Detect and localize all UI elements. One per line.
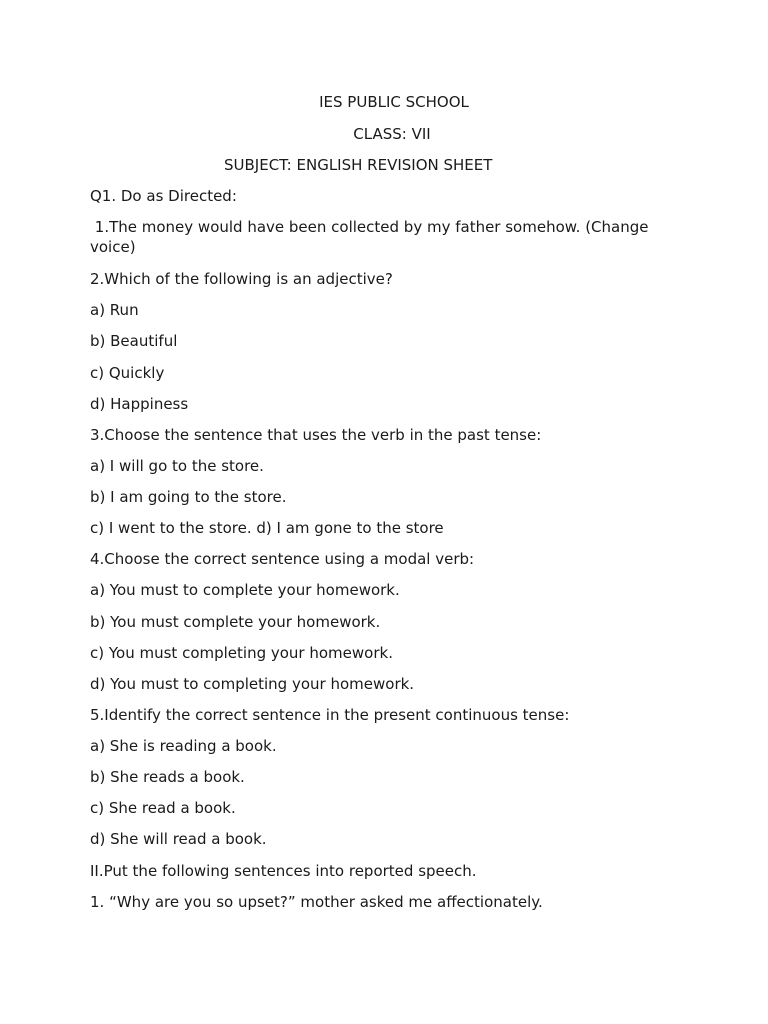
q1-item-4-option-c: c) You must completing your homework. (90, 644, 393, 662)
q1-item-3-question: 3.Choose the sentence that uses the verb in the past tense: (90, 426, 542, 444)
q1-item-2-option-a: a) Run (90, 301, 139, 319)
q1-item-4-option-a: a) You must to complete your homework. (90, 581, 400, 599)
q1-item-5-option-c: c) She read a book. (90, 799, 236, 817)
q1-heading: Q1. Do as Directed: (90, 187, 237, 205)
q1-item-3-option-cd: c) I went to the store. d) I am gone to the store (90, 519, 444, 537)
q1-item-5-option-d: d) She will read a book. (90, 830, 267, 848)
subject-title: SUBJECT: ENGLISH REVISION SHEET (224, 156, 493, 174)
q1-item-2-option-d: d) Happiness (90, 395, 189, 413)
q1-item-5-question: 5.Identify the correct sentence in the present continuous tense: (90, 706, 570, 724)
q2-heading: II.Put the following sentences into reported speech. (90, 862, 477, 880)
q1-item-4-question: 4.Choose the correct sentence using a modal verb: (90, 550, 475, 568)
school-name: IES PUBLIC SCHOOL (319, 93, 469, 111)
q1-item-4-option-d: d) You must to completing your homework. (90, 675, 415, 693)
q1-item-2-option-b: b) Beautiful (90, 332, 178, 350)
class-label: CLASS: VII (353, 125, 431, 143)
q1-item-3-option-a: a) I will go to the store. (90, 457, 264, 475)
q1-item-5-option-b: b) She reads a book. (90, 768, 245, 786)
q1-item-2-option-c: c) Quickly (90, 364, 165, 382)
q1-item-1: 1.The money would have been collected by my father somehow. (Change voice) (90, 218, 654, 256)
q1-item-3-option-b: b) I am going to the store. (90, 488, 287, 506)
q1-item-4-option-b: b) You must complete your homework. (90, 613, 381, 631)
q1-item-2-question: 2.Which of the following is an adjective? (90, 270, 393, 288)
q2-item-1: 1. “Why are you so upset?” mother asked me affectionately. (90, 893, 543, 911)
q1-item-5-option-a: a) She is reading a book. (90, 737, 277, 755)
